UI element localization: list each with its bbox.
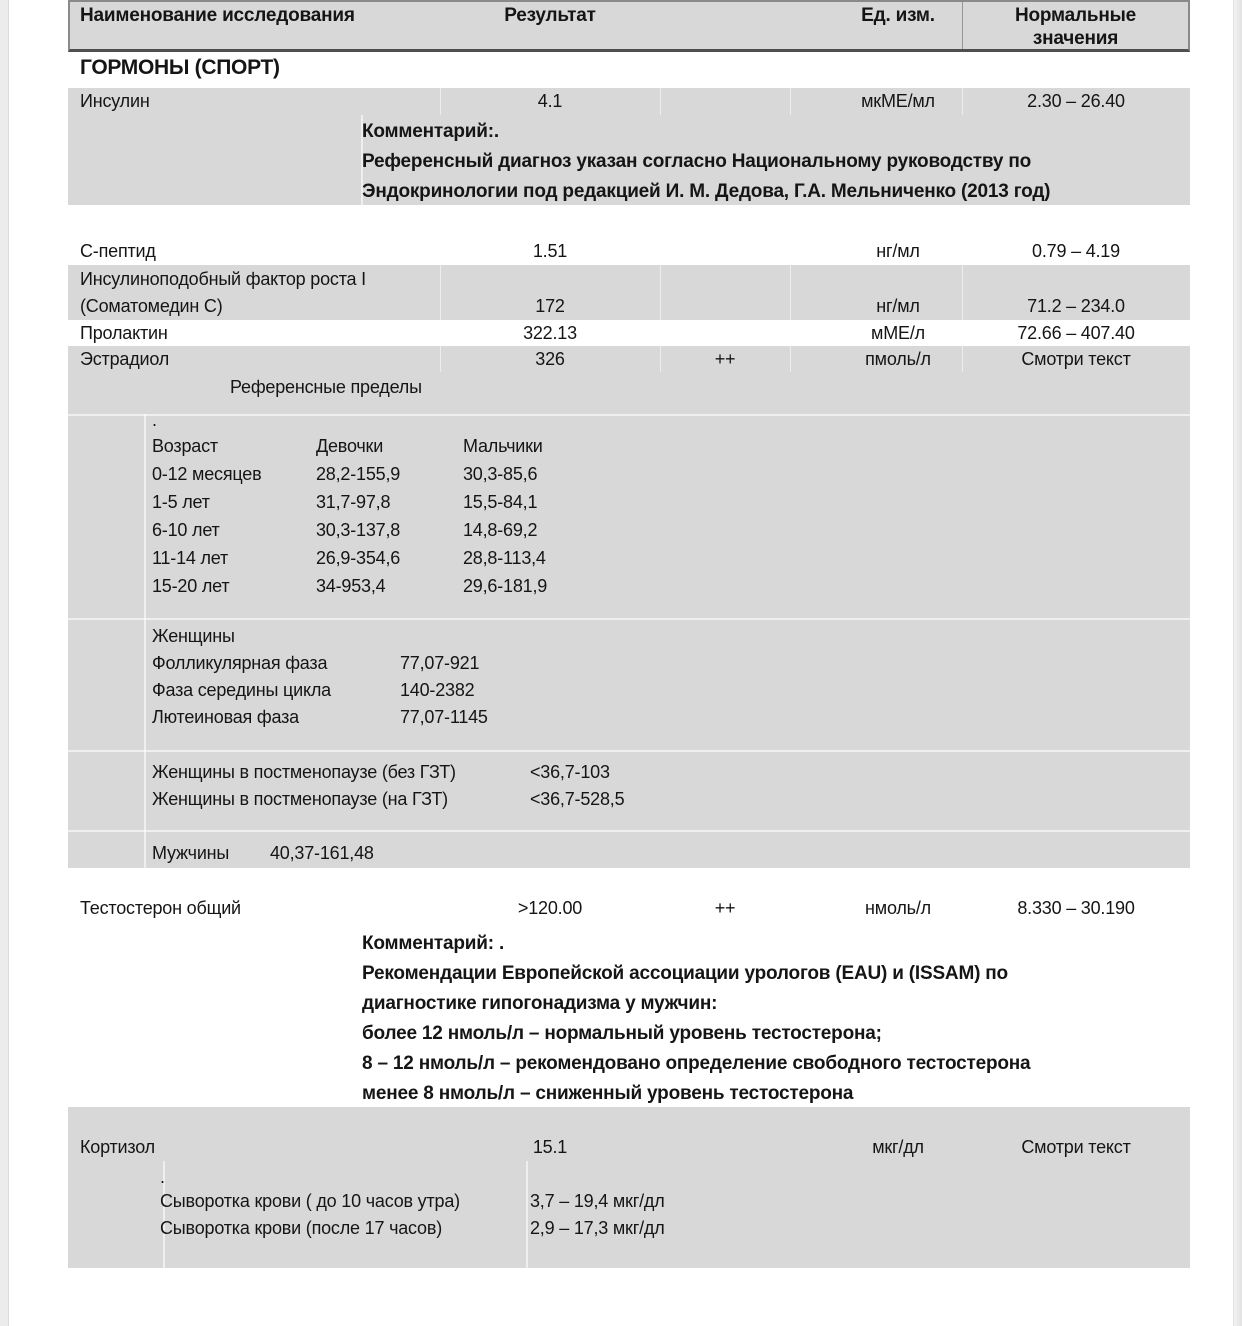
serum-label: Сыворотка крови ( до 10 часов утра) <box>160 1191 460 1211</box>
assay-name <box>80 265 366 320</box>
assay-name: Эстрадиол <box>80 348 170 369</box>
phase-range: 77,07-921 <box>400 653 480 673</box>
assay-result: >120.00 <box>517 898 583 918</box>
group-label: Женщины в постменопаузе (на ГЗТ) <box>152 789 448 809</box>
comment-line: Комментарий: . <box>362 933 505 954</box>
group-range: <36,7-103 <box>530 762 610 782</box>
assay-name-line1: Инсулиноподобный фактор роста I <box>80 269 366 289</box>
table-header <box>68 0 1190 52</box>
age-cell: 11-14 лет <box>152 548 229 568</box>
phase-range: 77,07-1145 <box>400 707 488 727</box>
girls-cell: 28,2-155,9 <box>316 464 401 484</box>
assay-units: пмоль/л <box>865 348 931 369</box>
assay-name-line2: (Соматомедин С) <box>80 296 223 316</box>
phase-range: 140-2382 <box>400 680 475 700</box>
cortisol-block <box>68 1107 1190 1268</box>
assay-result: 326 <box>535 348 565 369</box>
column-header-name: Наименование исследования <box>80 5 355 26</box>
girls-cell: 31,7-97,8 <box>316 492 391 512</box>
boys-cell: 14,8-69,2 <box>463 520 538 540</box>
comment-line: диагностике гипогонадизма у мужчин: <box>362 993 718 1014</box>
assay-units: нмоль/л <box>865 898 931 918</box>
age-table-row <box>68 548 688 575</box>
women-section-title: Женщины <box>152 626 235 646</box>
age-cell: 0-12 месяцев <box>152 464 262 484</box>
comment-line: 8 – 12 нмоль/л – рекомендовано определение свободного тестостерона <box>362 1053 1031 1074</box>
table-row-prolactin <box>68 320 1190 346</box>
comment-line: менее 8 нмоль/л – сниженный уровень тестостерона <box>362 1083 854 1104</box>
phase-label: Лютеиновая фаза <box>152 707 299 727</box>
group-label: Мужчины <box>152 843 230 863</box>
assay-name: Пролактин <box>80 322 168 343</box>
girls-cell: 30,3-137,8 <box>316 520 401 540</box>
assay-normal-range: 8.330 – 30.190 <box>1017 898 1135 918</box>
boys-cell: 29,6-181,9 <box>463 576 548 596</box>
assay-name: Инсулин <box>80 91 150 111</box>
assay-normal-range: Смотри текст <box>1021 348 1131 369</box>
table-row-igf <box>68 265 1190 320</box>
serum-range: 3,7 – 19,4 мкг/дл <box>530 1191 665 1211</box>
comment-line: Эндокринологии под редакцией И. М. Дедова, Г.А. Мельниченко (2013 год) <box>362 181 1051 202</box>
cortisol-reference-row <box>68 1218 1190 1245</box>
age-cell: 1-5 лет <box>152 492 210 512</box>
comment-line: более 12 нмоль/л – нормальный уровень тестостерона; <box>362 1023 882 1044</box>
assay-units: нг/мл <box>876 241 920 261</box>
cell-divider <box>68 414 1190 416</box>
girls-col-header: Девочки <box>316 436 384 456</box>
dot-line: . <box>160 1167 165 1187</box>
phase-label: Фолликулярная фаза <box>152 653 328 673</box>
insulin-comment-text <box>362 117 1050 207</box>
assay-result: 1.51 <box>532 241 568 261</box>
testosterone-comment-text <box>362 929 1030 1109</box>
boys-cell: 30,3-85,6 <box>463 464 538 484</box>
group-label: Женщины в постменопаузе (без ГЗТ) <box>152 762 456 782</box>
age-table-row <box>68 576 688 603</box>
assay-normal-range: 71.2 – 234.0 <box>1027 296 1125 316</box>
table-row-insulin <box>68 88 1190 115</box>
assay-units: мМЕ/л <box>871 322 925 343</box>
column-header-normal <box>962 2 1188 49</box>
comment-line: Референсный диагноз указан согласно Национальному руководству по <box>362 151 1032 172</box>
assay-normal-range: Смотри текст <box>1021 1136 1131 1157</box>
dot-line: . <box>152 410 157 430</box>
assay-units: нг/мл <box>876 296 920 316</box>
cortisol-reference-row <box>68 1191 1190 1218</box>
girls-cell: 34-953,4 <box>316 576 386 596</box>
boys-col-header: Мальчики <box>463 436 543 456</box>
insulin-comment-block <box>68 115 1190 205</box>
assay-result: 172 <box>535 296 565 316</box>
column-header-result: Результат <box>504 5 596 26</box>
boys-cell: 15,5-84,1 <box>463 492 538 512</box>
boys-cell: 28,8-113,4 <box>463 548 546 568</box>
assay-result: 15.1 <box>532 1136 568 1157</box>
column-header-normal-line2: значения <box>1032 28 1119 49</box>
age-cell: 6-10 лет <box>152 520 220 540</box>
cell-divider <box>68 618 1190 620</box>
phase-label: Фаза середины цикла <box>152 680 331 700</box>
cell-divider <box>68 830 1190 832</box>
assay-name: С-пептид <box>80 241 156 261</box>
assay-units: мкг/дл <box>872 1136 924 1157</box>
assay-name: Кортизол <box>80 1136 155 1157</box>
age-cell: 15-20 лет <box>152 576 230 596</box>
serum-label: Сыворотка крови (после 17 часов) <box>160 1218 443 1238</box>
testosterone-comment-block <box>68 927 1190 1108</box>
comment-line: Рекомендации Европейской ассоциации урологов (EAU) и (ISSAM) по <box>362 963 1008 984</box>
assay-normal-range: 2.30 – 26.40 <box>1027 91 1125 111</box>
column-header-normal-line1: Нормальные <box>1014 5 1137 26</box>
estradiol-reference-block <box>68 372 1190 868</box>
assay-normal-range: 72.66 – 407.40 <box>1017 322 1135 343</box>
assay-flag: ++ <box>714 898 736 918</box>
age-table-header <box>68 436 688 463</box>
serum-range: 2,9 – 17,3 мкг/дл <box>530 1218 665 1238</box>
age-table-row <box>68 520 688 547</box>
age-table-row <box>68 464 688 491</box>
assay-result: 4.1 <box>537 91 563 111</box>
table-row-c-peptide <box>68 238 1190 265</box>
assay-flag: ++ <box>714 348 736 369</box>
table-row-cortisol <box>68 1133 1190 1161</box>
table-row-testosterone <box>68 895 1190 922</box>
assay-units: мкМЕ/мл <box>861 91 935 111</box>
age-col-header: Возраст <box>152 436 218 456</box>
group-range: 40,37-161,48 <box>270 843 374 863</box>
comment-line: Комментарий:. <box>362 121 499 142</box>
column-header-units: Ед. изм. <box>861 5 935 26</box>
section-title: ГОРМОНЫ (СПОРТ) <box>80 56 280 79</box>
group-range: <36,7-528,5 <box>530 789 625 809</box>
cell-divider <box>68 750 1190 752</box>
girls-cell: 26,9-354,6 <box>316 548 401 568</box>
assay-normal-range: 0.79 – 4.19 <box>1032 241 1120 261</box>
page-left-edge <box>0 0 9 1326</box>
reference-limits-title: Референсные пределы <box>230 377 422 397</box>
assay-result: 322.13 <box>523 322 577 343</box>
table-row-estradiol <box>68 346 1190 372</box>
page-right-edge <box>1233 0 1242 1326</box>
assay-name: Тестостерон общий <box>80 898 241 918</box>
age-table-row <box>68 492 688 519</box>
